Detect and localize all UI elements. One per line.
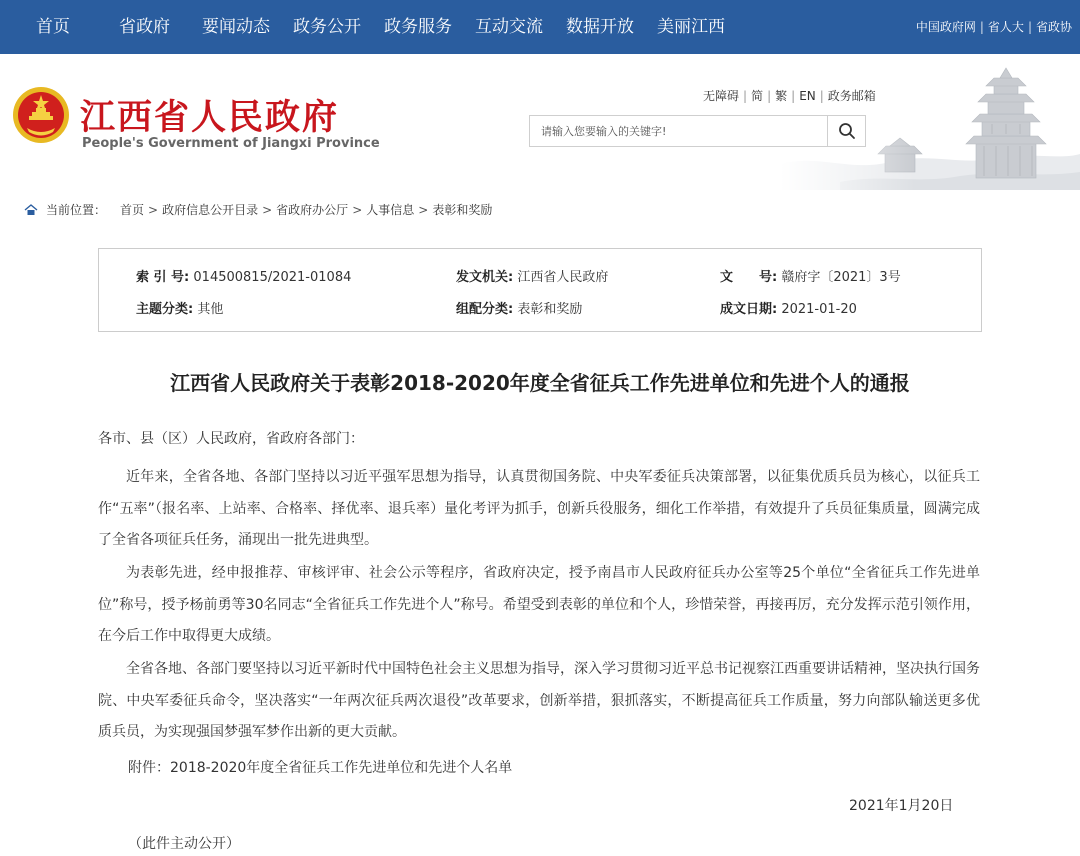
divider: | [819,89,824,103]
divider: | [791,89,796,103]
breadcrumb [24,201,492,218]
document-metadata-table [98,248,982,332]
meta-index-number: 索 引 号: 014500815/2021-01084 [136,270,352,285]
nav-item-home[interactable]: 首页 [36,17,70,37]
site-name-english: People's Government of Jiangxi Province [82,136,380,151]
divider: | [1027,20,1032,34]
home-icon [24,204,38,216]
link-provincial-cppcc[interactable]: 省政协 [1035,20,1072,34]
breadcrumb-item-commendation[interactable]: 表彰和奖励 [432,203,493,217]
nav-item-open-data[interactable]: 数据开放 [566,17,634,37]
search-button[interactable] [827,116,865,146]
attachment-link[interactable]: 附件：2018-2020年度全省征兵工作先进单位和先进个人名单 [128,760,513,776]
breadcrumb-item-info-catalog[interactable]: 政府信息公开目录 [162,203,259,217]
nav-item-interaction[interactable]: 互动交流 [475,17,543,37]
chevron-right-icon: > [262,202,273,217]
top-navigation-bar [0,0,1080,54]
article-title: 江西省人民政府关于表彰2018-2020年度全省征兵工作先进单位和先进个人的通报 [170,371,910,395]
meta-group-category: 组配分类: 表彰和奖励 [456,302,583,317]
search-icon [838,122,856,140]
chevron-right-icon: > [418,202,429,217]
public-disclosure-note: （此件主动公开） [128,836,240,852]
link-gov-mail[interactable]: 政务邮箱 [827,89,876,103]
meta-written-date: 成文日期: 2021-01-20 [720,302,857,317]
link-accessibility[interactable]: 无障碍 [703,89,740,103]
search-input[interactable] [530,116,826,146]
national-emblem-icon [12,86,70,144]
signing-date: 2021年1月20日 [849,798,954,814]
breadcrumb-label: 当前位置： [46,203,107,217]
nav-item-province-gov[interactable]: 省政府 [119,17,170,37]
breadcrumb-item-general-office[interactable]: 省政府办公厅 [276,203,349,217]
utility-links [703,87,876,104]
article-paragraph: 近年来，全省各地、各部门坚持以习近平强军思想为指导，认真贯彻国务院、中央军委征兵决策部署，以征集优质兵员为核心，以征兵工作“五率”（报名率、上站率、合格率、择优率、退兵率）量化考评为抓手，创新兵役服务，细化工作举措，有效提升了兵员征集质量，圆满完成了全省各项征兵任务，涌现出一批先进典型。 [98,469,980,548]
meta-document-number: 文 号: 赣府字〔2021〕3号 [720,270,901,285]
top-external-links [916,0,1072,54]
chevron-right-icon: > [148,202,159,217]
chevron-right-icon: > [352,202,363,217]
article-salutation: 各市、县（区）人民政府，省政府各部门： [98,431,364,447]
divider: | [743,89,748,103]
link-traditional[interactable]: 繁 [775,89,788,103]
article-paragraph: 全省各地、各部门要坚持以习近平新时代中国特色社会主义思想为指导，深入学习贯彻习近平总书记视察江西重要讲话精神，坚决执行国务院、中央军委征兵命令，坚决落实“一年两次征兵两次退役”改革要求，创新举措，狠抓落实，不断提高征兵工作质量，努力向部队输送更多优质兵员，为实现强国梦强军梦作出新的更大贡献。 [98,661,980,740]
link-simplified[interactable]: 简 [751,89,764,103]
site-name[interactable]: 江西省人民政府 [80,98,340,138]
meta-topic-category: 主题分类: 其他 [136,302,224,317]
search-box [529,115,866,147]
site-header [0,54,1080,190]
nav-item-gov-services[interactable]: 政务服务 [384,17,452,37]
link-english[interactable]: EN [799,89,816,103]
nav-item-news[interactable]: 要闻动态 [202,17,270,37]
meta-issuing-agency: 发文机关: 江西省人民政府 [456,270,609,285]
divider: | [979,20,984,34]
breadcrumb-item-home[interactable]: 首页 [120,203,145,217]
link-china-gov[interactable]: 中国政府网 [915,20,976,34]
link-provincial-congress[interactable]: 省人大 [987,20,1024,34]
breadcrumb-item-personnel[interactable]: 人事信息 [366,203,415,217]
nav-item-gov-disclosure[interactable]: 政务公开 [293,17,361,37]
divider: | [767,89,772,103]
nav-item-beautiful-jiangxi[interactable]: 美丽江西 [657,17,725,37]
article-paragraph: 为表彰先进，经申报推荐、审核评审、社会公示等程序，省政府决定，授予南昌市人民政府征兵办公室等25个单位“全省征兵工作先进单位”称号，授予杨前勇等30名同志“全省征兵工作先进个人”称号。希望受到表彰的单位和个人，珍惜荣誉，再接再厉，充分发挥示范引领作用，在今后工作中取得更大成绩。 [98,565,980,644]
